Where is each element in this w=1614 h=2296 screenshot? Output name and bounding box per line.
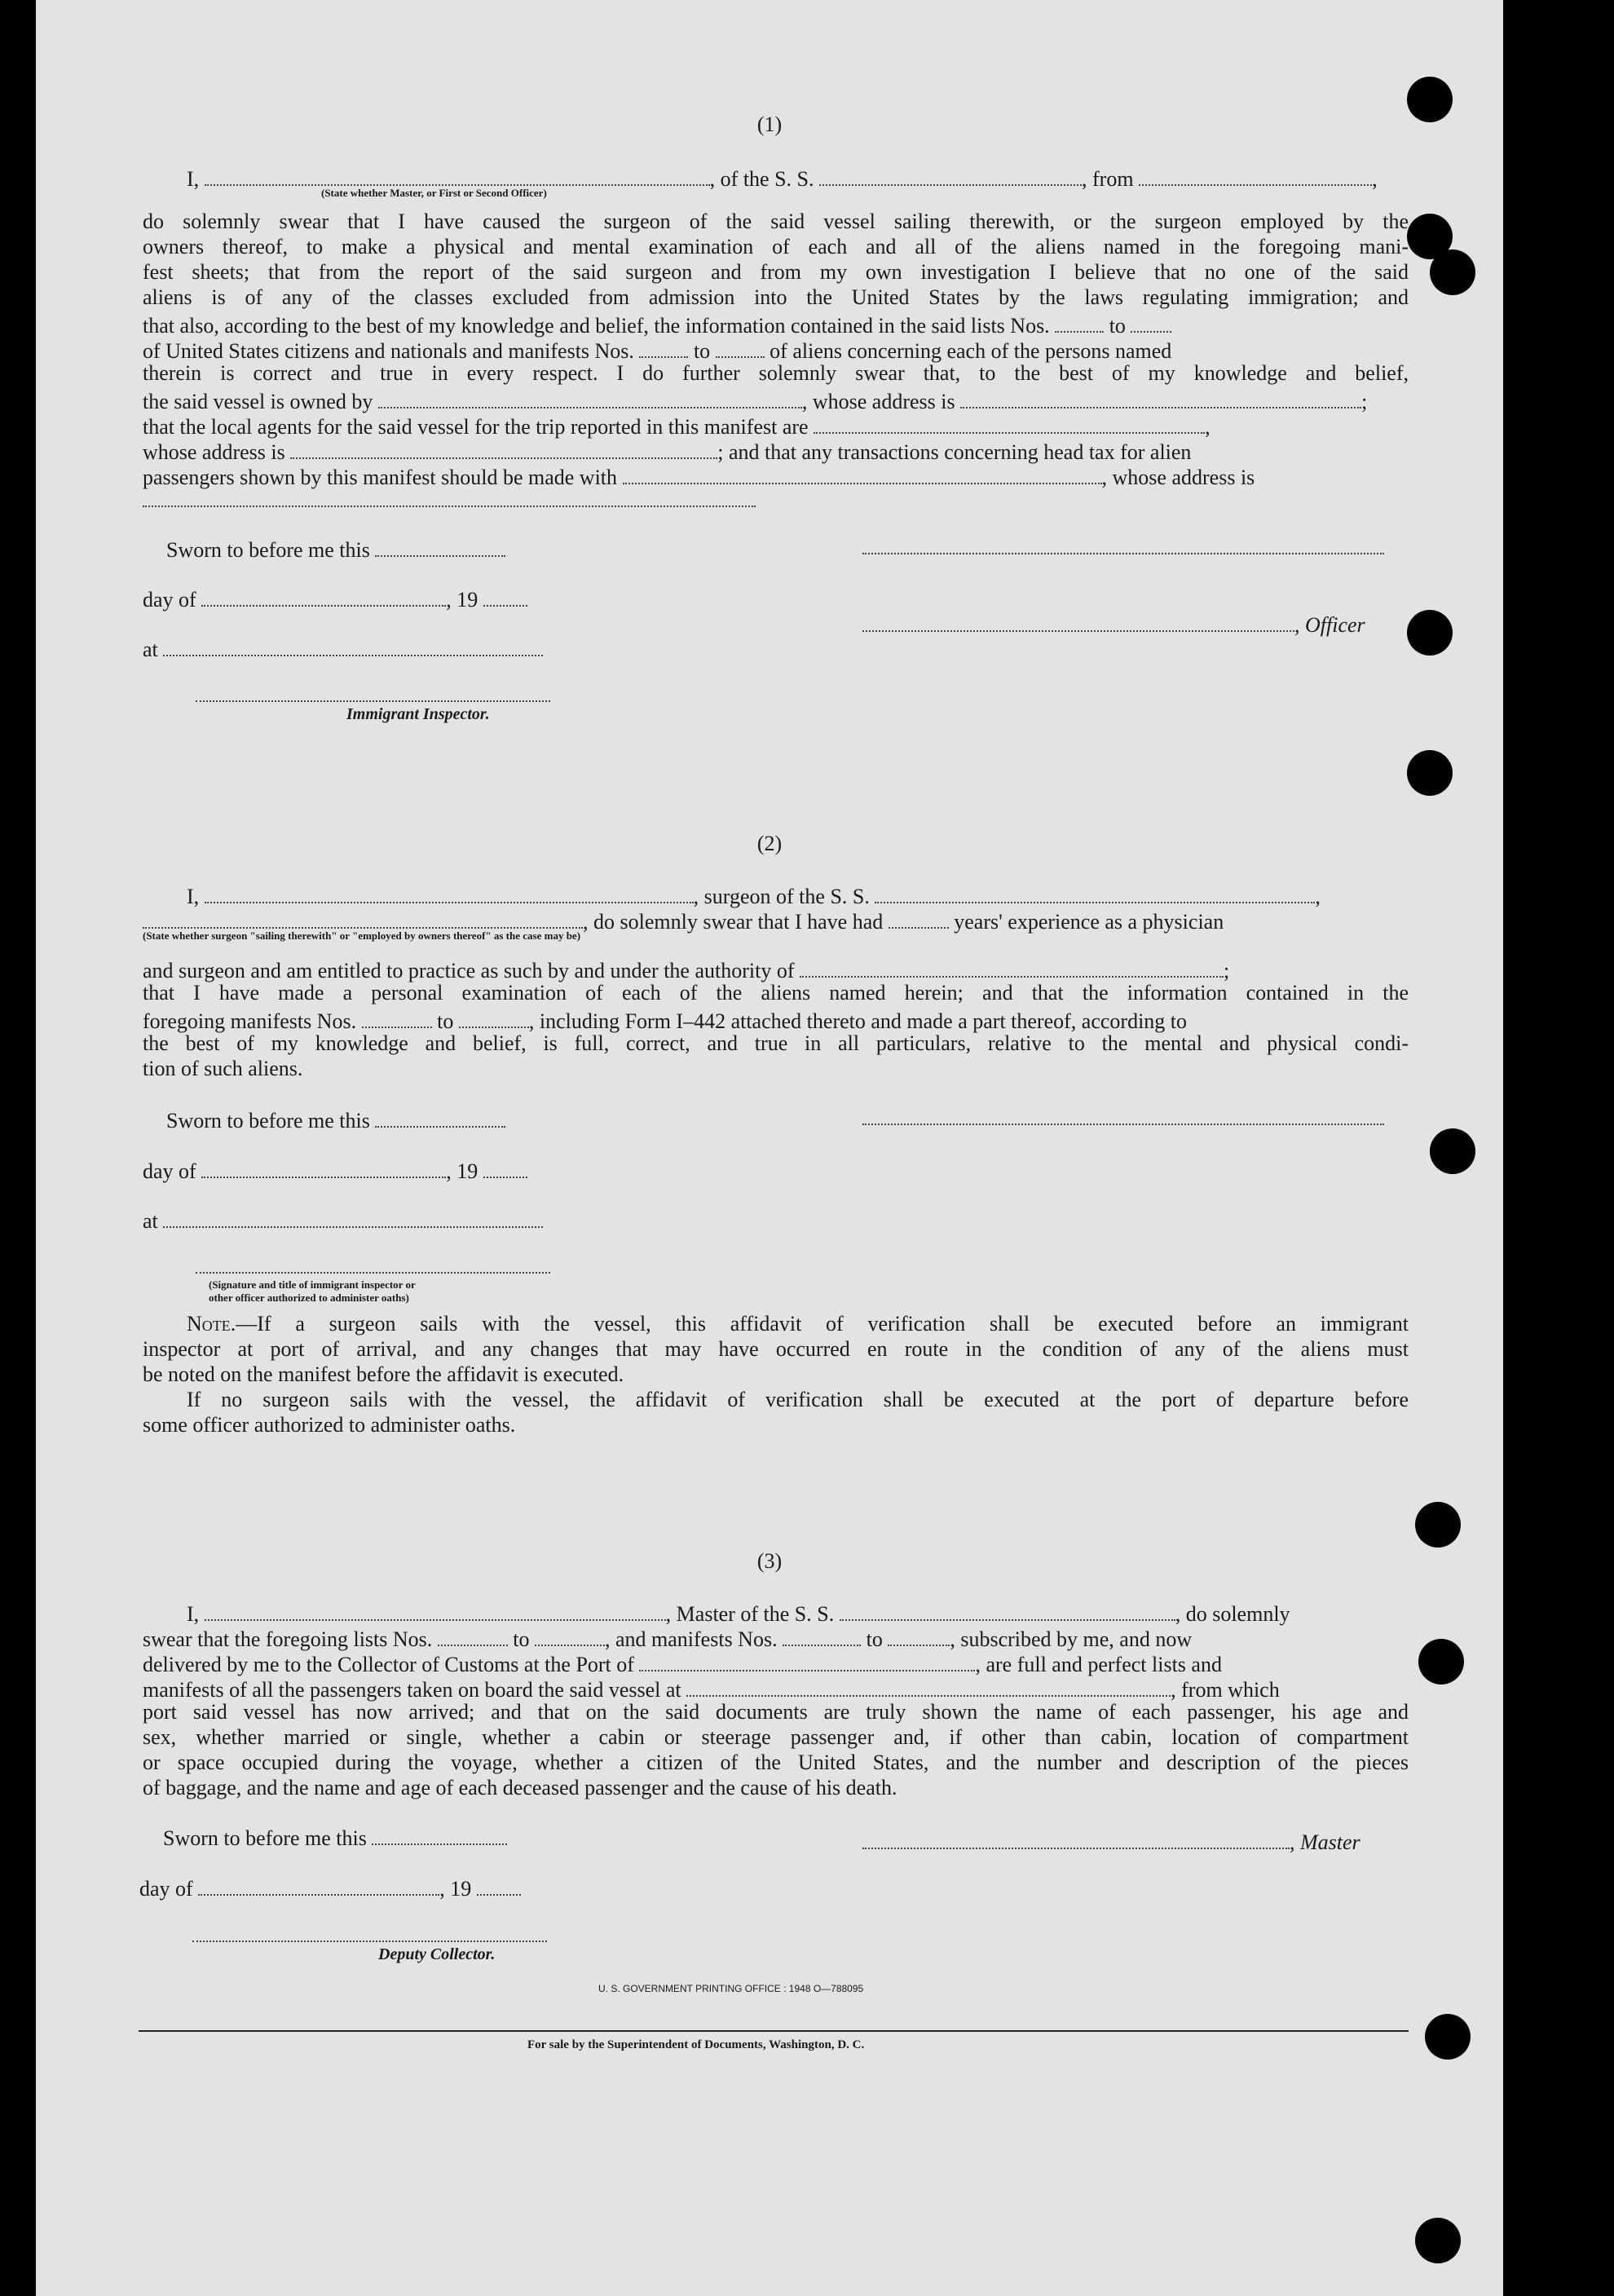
for-sale-imprint: For sale by the Superintendent of Documents, Washington, D. C. [527, 2038, 865, 2051]
punch-hole-5 [1407, 750, 1453, 796]
s1-line-9: that the local agents for the said vessel for the trip reported in this manifest are , [143, 411, 1210, 439]
s3-line-5: port said vessel has now arrived; and that on the said documents are truly shown the name of each passenger, his age and [143, 1700, 1409, 1724]
s1-owner-address-field[interactable] [960, 386, 1361, 408]
s1-of-ss-label: , of the S. S. [709, 167, 814, 191]
s2-year-field[interactable] [483, 1155, 527, 1178]
s3-sworn-day-field[interactable] [372, 1822, 507, 1845]
s2-day-of: day of , 19 [143, 1155, 527, 1184]
s1-head-tax-field[interactable] [623, 461, 1102, 484]
s3-line-3: delivered by me to the Collector of Customs at the Port of , are full and perfect lists and [143, 1649, 1222, 1677]
s1-officer-name-field[interactable] [205, 163, 710, 186]
note-line-5: some officer authorized to administer oaths. [143, 1413, 516, 1437]
s1-manifest-from-field[interactable] [639, 335, 688, 358]
s1-line-10: whose address is ; and that any transactions concerning head tax for alien [143, 436, 1191, 465]
s1-line-3: fest sheets; that from the report of the said surgeon and from my own investigation I believe that no one of the said [143, 260, 1409, 284]
note-line-2: inspector at port of arrival, and any changes that may have occurred en route in the condition of any of the aliens must [143, 1337, 1409, 1361]
s3-month-field[interactable] [198, 1873, 439, 1896]
s1-officer-field[interactable] [862, 609, 1294, 632]
s1-immigrant-inspector-label: Immigrant Inspector. [346, 705, 490, 723]
bleed-through-text [215, 98, 225, 130]
punch-hole-6 [1430, 1128, 1475, 1174]
s1-signature-line[interactable] [862, 553, 1384, 554]
note-line-4: If no surgeon sails with the vessel, the affidavit of verification shall be executed at the port of departure before [187, 1388, 1409, 1411]
s3-line-1: I, , Master of the S. S. , do solemnly [187, 1598, 1290, 1627]
punch-hole-8 [1418, 1639, 1464, 1684]
s3-vessel-field[interactable] [840, 1598, 1175, 1621]
s1-from-field[interactable] [1139, 163, 1372, 186]
s1-lists-to-field[interactable] [1131, 310, 1171, 333]
s2-at-field[interactable] [163, 1205, 543, 1228]
s1-month-field[interactable] [201, 584, 446, 607]
s1-line-5: that also, according to the best of my knowledge and belief, the information contained in the said lists Nos. to [143, 310, 1171, 338]
section-3-number: (3) [756, 1549, 783, 1573]
s1-at-field[interactable] [163, 634, 543, 656]
s1-line-11: passengers shown by this manifest should be made with , whose address is [143, 461, 1255, 490]
s3-deputy-collector-label: Deputy Collector. [378, 1945, 496, 1963]
s2-line-2: , do solemnly swear that I have had years' experience as a physician [143, 906, 1224, 934]
s3-line-2: swear that the foregoing lists Nos. to , and manifests Nos. to , subscribed by me, and now [143, 1623, 1192, 1652]
s2-manifest-from-field[interactable] [362, 1005, 432, 1028]
s3-master-name-field[interactable] [205, 1598, 666, 1621]
s1-first-line: I, , of the S. S. , from , [187, 163, 1378, 192]
s2-authority-field[interactable] [800, 955, 1224, 978]
s2-sailing-field[interactable] [143, 906, 583, 929]
s3-year-field[interactable] [477, 1873, 521, 1896]
punch-hole-4 [1407, 610, 1453, 656]
s3-sworn: Sworn to before me this [163, 1822, 507, 1851]
s2-sig-caption-1: (Signature and title of immigrant inspector or [209, 1278, 416, 1291]
s2-surgeon-name-field[interactable] [205, 881, 694, 903]
s3-manifest-from-field[interactable] [783, 1623, 861, 1646]
note-line-1: Note.—If a surgeon sails with the vessel, this affidavit of verification shall be executed before an immigrant [187, 1312, 1409, 1336]
punch-hole-1 [1407, 77, 1453, 122]
s1-officer-row: , Officer [862, 609, 1365, 638]
punch-hole-7 [1415, 1502, 1461, 1548]
s3-line-6: sex, whether married or single, whether a cabin or steerage passenger and, if other than cabin, location of compartment [143, 1725, 1409, 1749]
s2-manifest-to-field[interactable] [459, 1005, 529, 1028]
s3-port-field[interactable] [639, 1649, 975, 1671]
s2-at: at [143, 1205, 543, 1234]
s3-line-8: of baggage, and the name and age of each deceased passenger and the cause of his death. [143, 1776, 897, 1799]
s1-line-4: aliens is of any of the classes excluded from admission into the United States by the laws regulating immigration; and [143, 285, 1409, 309]
s1-manifest-to-field[interactable] [716, 335, 765, 358]
section-2-number: (2) [756, 832, 783, 855]
s2-vessel-field[interactable] [875, 881, 1315, 903]
s1-year-field[interactable] [483, 584, 527, 607]
s1-vessel-field[interactable] [819, 163, 1082, 186]
s1-agents-address-field[interactable] [290, 436, 717, 459]
s2-line-4: that I have made a personal examination of each of the aliens named herein; and that the information contained in the [143, 981, 1409, 1004]
section-1-number: (1) [756, 113, 783, 136]
s2-sworn: Sworn to before me this [166, 1105, 505, 1133]
s2-line-7: tion of such aliens. [143, 1057, 303, 1080]
s3-day-of: day of , 19 [139, 1873, 521, 1901]
s3-manifest-to-field[interactable] [888, 1623, 950, 1646]
form-page [36, 0, 1503, 2296]
s2-line-3: and surgeon and am entitled to practice as such by and under the authority of ; [143, 955, 1229, 983]
s3-line-7: or space occupied during the voyage, whether a citizen of the United States, and the number and description of the pieces [143, 1751, 1409, 1774]
s1-line-2: owners thereof, to make a physical and mental examination of each and all of the aliens named in the foregoing mani- [143, 235, 1409, 258]
s1-line-6: of United States citizens and nationals and manifests Nos. to of aliens concerning each of the persons named [143, 335, 1171, 364]
s3-master-signature-field[interactable] [862, 1826, 1290, 1849]
s1-inspector-line[interactable] [196, 700, 550, 702]
s1-agents-field[interactable] [814, 411, 1205, 434]
punch-hole-3 [1430, 249, 1475, 295]
s2-sworn-day-field[interactable] [375, 1105, 505, 1128]
s2-sig-caption-2: other officer authorized to administer oaths) [209, 1292, 409, 1304]
s3-lists-to-field[interactable] [535, 1623, 605, 1646]
s1-line-7: therein is correct and true in every respect. I do further solemnly swear that, to the best of my knowledge and belief, [143, 361, 1409, 385]
s3-embark-port-field[interactable] [686, 1674, 1171, 1697]
printing-office-imprint: U. S. GOVERNMENT PRINTING OFFICE : 1948 O—788095 [598, 1983, 864, 1994]
s1-line-8: the said vessel is owned by , whose address is ; [143, 386, 1367, 414]
s3-collector-line[interactable] [192, 1941, 547, 1942]
s1-at: at [143, 634, 543, 662]
s1-sworn: Sworn to before me this [166, 534, 505, 563]
s1-line-1: do solemnly swear that I have caused the surgeon of the said vessel sailing therewith, or the surgeon employed by the [143, 210, 1409, 233]
s1-owner-field[interactable] [378, 386, 802, 408]
s1-master-caption: (State whether Master, or First or Second Officer) [321, 187, 547, 199]
footer-rule [139, 2030, 1409, 2032]
note-label: Note. [187, 1312, 236, 1336]
s3-lists-from-field[interactable] [438, 1623, 508, 1646]
s1-day-of: day of , 19 [143, 584, 527, 612]
punch-hole-9 [1425, 2014, 1471, 2060]
s1-lists-from-field[interactable] [1055, 310, 1104, 333]
punch-hole-10 [1415, 2218, 1461, 2263]
s2-signature-line[interactable] [862, 1124, 1384, 1125]
s1-from-label: , from [1082, 167, 1134, 191]
s2-month-field[interactable] [201, 1155, 446, 1178]
s3-master-row: , Master [862, 1826, 1360, 1855]
s1-sworn-day-field[interactable] [375, 534, 505, 557]
s2-line-6: the best of my knowledge and belief, is full, correct, and true in all particulars, relative to the mental and physical condi- [143, 1031, 1409, 1055]
s2-caption: (State whether surgeon "sailing therewith" or "employed by owners thereof" as the case may be) [143, 929, 581, 942]
s3-line-4: manifests of all the passengers taken on board the said vessel at , from which [143, 1674, 1280, 1702]
s1-i-label: I, [187, 167, 200, 191]
s1-head-tax-address-field[interactable] [143, 506, 756, 507]
note-line-3: be noted on the manifest before the affidavit is executed. [143, 1362, 624, 1386]
s2-inspector-line[interactable] [196, 1272, 550, 1274]
s2-line-5: foregoing manifests Nos. to , including Form I–442 attached thereto and made a part thereof, according to [143, 1005, 1187, 1034]
s2-years-field[interactable] [889, 906, 949, 929]
s2-line-1: I, , surgeon of the S. S. , [187, 881, 1321, 909]
